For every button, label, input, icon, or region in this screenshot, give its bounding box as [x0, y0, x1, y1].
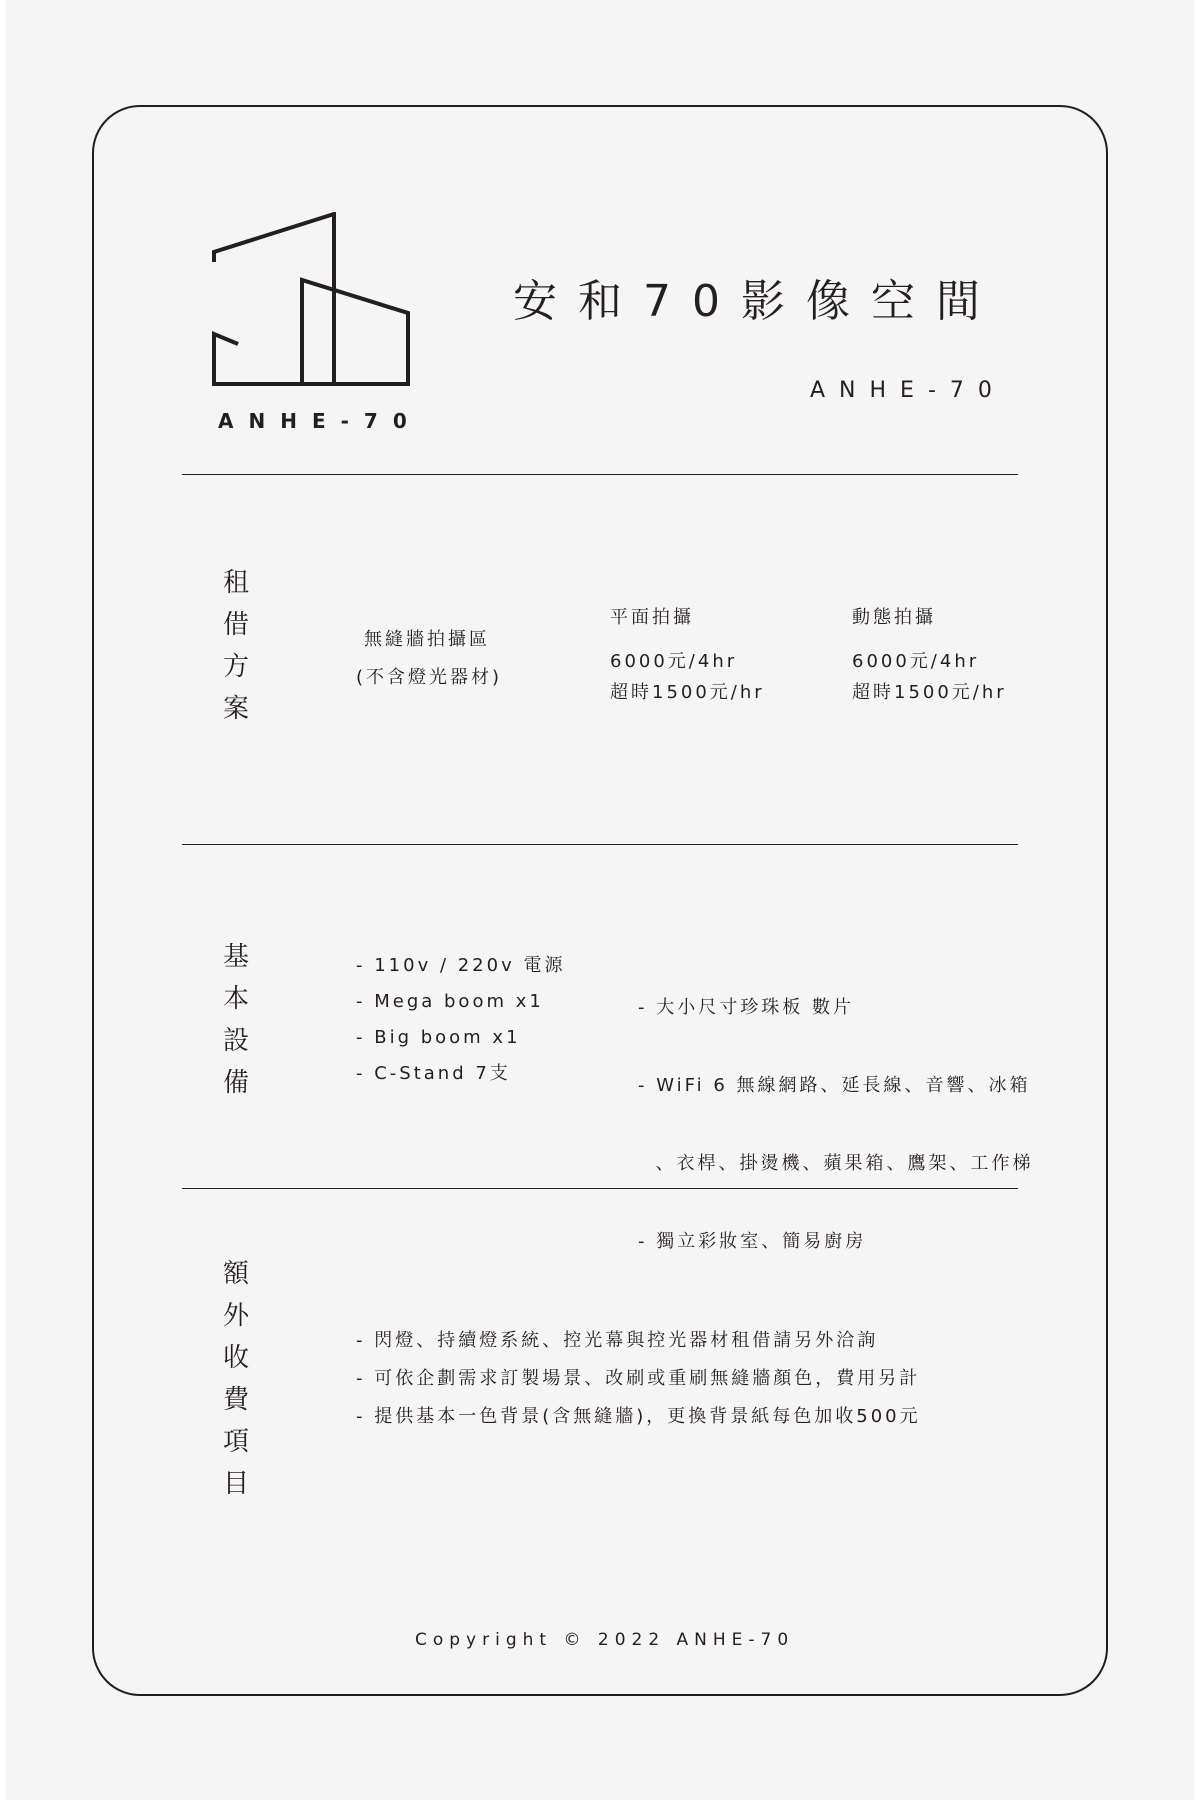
list-item: - 可依企劃需求訂製場景、改刷或重刷無縫牆顏色，費用另計	[356, 1368, 921, 1389]
plan-photo-price: 6000元/4hr	[610, 651, 738, 672]
plan-video-price: 6000元/4hr	[852, 651, 980, 672]
list-item: - 閃燈、持續燈系統、控光幕與控光器材租借請另外洽詢	[356, 1330, 879, 1351]
equipment-list-right	[638, 948, 1033, 1281]
extra-heading: 額 外 收 費 項 目	[222, 1259, 249, 1499]
list-item: - C-Stand 7支	[356, 1063, 511, 1084]
list-item: - 獨立彩妝室、簡易廚房	[638, 1231, 867, 1252]
list-item: - WiFi 6 無線網路、延長線、音響、冰箱	[638, 1075, 1031, 1096]
equipment-heading: 基 本 設 備	[222, 942, 249, 1098]
rental-area-note: (不含燈光器材)	[356, 667, 503, 688]
divider-bottom	[182, 1188, 1018, 1189]
logo-wordmark: ANHE-70	[218, 409, 422, 433]
list-item: - Mega boom x1	[356, 991, 544, 1012]
copyright-footer: Copyright © 2022 ANHE-70	[415, 1630, 795, 1650]
plan-video-overtime: 超時1500元/hr	[852, 682, 1007, 703]
divider-top	[182, 474, 1018, 475]
plan-video-name: 動態拍攝	[852, 607, 936, 628]
list-item: 、衣桿、掛燙機、蘋果箱、鷹架、工作梯	[638, 1153, 1034, 1174]
extra-charges-list	[356, 1322, 921, 1436]
page-title: 安和70影像空間	[513, 276, 1001, 327]
page-subtitle: ANHE-70	[810, 378, 1006, 403]
list-item: - 提供基本一色背景(含無縫牆)，更換背景紙每色加收500元	[356, 1406, 921, 1427]
list-item: - 大小尺寸珍珠板 數片	[638, 997, 854, 1018]
list-item: - Big boom x1	[356, 1027, 521, 1048]
rental-heading: 租 借 方 案	[222, 568, 249, 724]
building-logo-icon	[210, 212, 414, 388]
equipment-list-left	[356, 948, 565, 1092]
rental-area-name: 無縫牆拍攝區	[364, 629, 490, 650]
divider-middle	[182, 844, 1018, 845]
plan-photo-overtime: 超時1500元/hr	[610, 682, 765, 703]
plan-photo-name: 平面拍攝	[610, 607, 694, 628]
list-item: - 110v / 220v 電源	[356, 955, 566, 976]
